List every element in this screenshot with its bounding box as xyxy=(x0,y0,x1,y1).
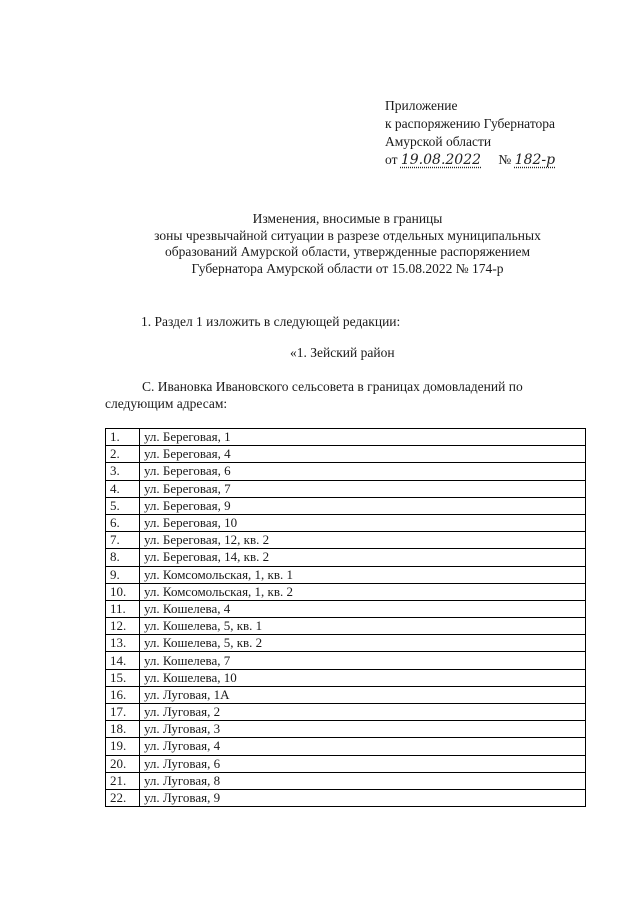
appendix-block xyxy=(385,97,555,169)
appendix-date-line xyxy=(385,151,555,169)
appendix-line-1: Приложение xyxy=(385,98,458,113)
row-number: 4. xyxy=(106,480,140,497)
row-address: ул. Комсомольская, 1, кв. 2 xyxy=(140,583,586,600)
row-number: 14. xyxy=(106,652,140,669)
table-row xyxy=(106,738,586,755)
row-number: 8. xyxy=(106,549,140,566)
table-row xyxy=(106,789,586,806)
row-address: ул. Кошелева, 5, кв. 1 xyxy=(140,618,586,635)
row-address: ул. Береговая, 6 xyxy=(140,463,586,480)
table-row xyxy=(106,686,586,703)
row-address: ул. Луговая, 9 xyxy=(140,789,586,806)
row-address: ул. Береговая, 12, кв. 2 xyxy=(140,532,586,549)
row-number: 3. xyxy=(106,463,140,480)
title-line-2: зоны чрезвычайной ситуации в разрезе отдельных муниципальных xyxy=(154,227,541,243)
row-address: ул. Луговая, 1А xyxy=(140,686,586,703)
row-number: 11. xyxy=(106,600,140,617)
handwritten-number: 182-р xyxy=(514,152,556,168)
row-address: ул. Луговая, 2 xyxy=(140,704,586,721)
row-address: ул. Береговая, 1 xyxy=(140,429,586,446)
row-number: 16. xyxy=(106,686,140,703)
table-row xyxy=(106,446,586,463)
row-number: 7. xyxy=(106,532,140,549)
table-row xyxy=(106,497,586,514)
row-address: ул. Кошелева, 4 xyxy=(140,600,586,617)
table-row xyxy=(106,618,586,635)
table-row xyxy=(106,652,586,669)
handwritten-date: 19.08.2022 xyxy=(400,152,482,168)
row-address: ул. Береговая, 9 xyxy=(140,497,586,514)
table-row xyxy=(106,721,586,738)
table-row xyxy=(106,480,586,497)
date-prefix: от xyxy=(385,152,398,167)
address-table-body xyxy=(106,429,586,807)
table-row xyxy=(106,463,586,480)
row-number: 12. xyxy=(106,618,140,635)
row-number: 9. xyxy=(106,566,140,583)
row-number: 13. xyxy=(106,635,140,652)
table-row xyxy=(106,600,586,617)
table-row xyxy=(106,772,586,789)
row-address: ул. Луговая, 4 xyxy=(140,738,586,755)
row-number: 2. xyxy=(106,446,140,463)
row-address: ул. Береговая, 10 xyxy=(140,514,586,531)
table-row xyxy=(106,532,586,549)
table-row xyxy=(106,704,586,721)
table-row xyxy=(106,514,586,531)
appendix-line-3: Амурской области xyxy=(385,134,492,149)
table-row xyxy=(106,583,586,600)
table-row xyxy=(106,669,586,686)
row-address: ул. Кошелева, 5, кв. 2 xyxy=(140,635,586,652)
row-number: 5. xyxy=(106,497,140,514)
row-number: 19. xyxy=(106,738,140,755)
district-heading: «1. Зейский район xyxy=(290,345,395,360)
appendix-line-2: к распоряжению Губернатора xyxy=(385,116,556,131)
row-address: ул. Береговая, 7 xyxy=(140,480,586,497)
section-instruction: 1. Раздел 1 изложить в следующей редакции: xyxy=(141,314,401,329)
row-address: ул. Луговая, 6 xyxy=(140,755,586,772)
table-row xyxy=(106,566,586,583)
number-prefix: № xyxy=(498,152,512,167)
title-line-3: образований Амурской области, утвержденные распоряжением xyxy=(164,244,531,259)
intro-paragraph: С. Ивановка Ивановского сельсовета в границах домовладений по следующим адресам: xyxy=(105,379,523,411)
row-number: 10. xyxy=(106,583,140,600)
row-number: 1. xyxy=(106,429,140,446)
row-number: 20. xyxy=(106,755,140,772)
row-address: ул. Береговая, 4 xyxy=(140,446,586,463)
document-title xyxy=(95,211,600,277)
title-line-4: Губернатора Амурской области от 15.08.2022 № 174-р xyxy=(191,260,504,276)
table-row xyxy=(106,635,586,652)
row-address: ул. Кошелева, 7 xyxy=(140,652,586,669)
row-address: ул. Луговая, 8 xyxy=(140,772,586,789)
row-number: 21. xyxy=(106,772,140,789)
table-row xyxy=(106,549,586,566)
row-address: ул. Береговая, 14, кв. 2 xyxy=(140,549,586,566)
row-number: 17. xyxy=(106,704,140,721)
address-table xyxy=(105,428,586,807)
row-number: 22. xyxy=(106,789,140,806)
row-number: 18. xyxy=(106,721,140,738)
table-row xyxy=(106,429,586,446)
row-address: ул. Луговая, 3 xyxy=(140,721,586,738)
row-address: ул. Комсомольская, 1, кв. 1 xyxy=(140,566,586,583)
row-number: 6. xyxy=(106,514,140,531)
table-row xyxy=(106,755,586,772)
row-address: ул. Кошелева, 10 xyxy=(140,669,586,686)
title-line-1: Изменения, вносимые в границы xyxy=(252,211,443,226)
row-number: 15. xyxy=(106,669,140,686)
